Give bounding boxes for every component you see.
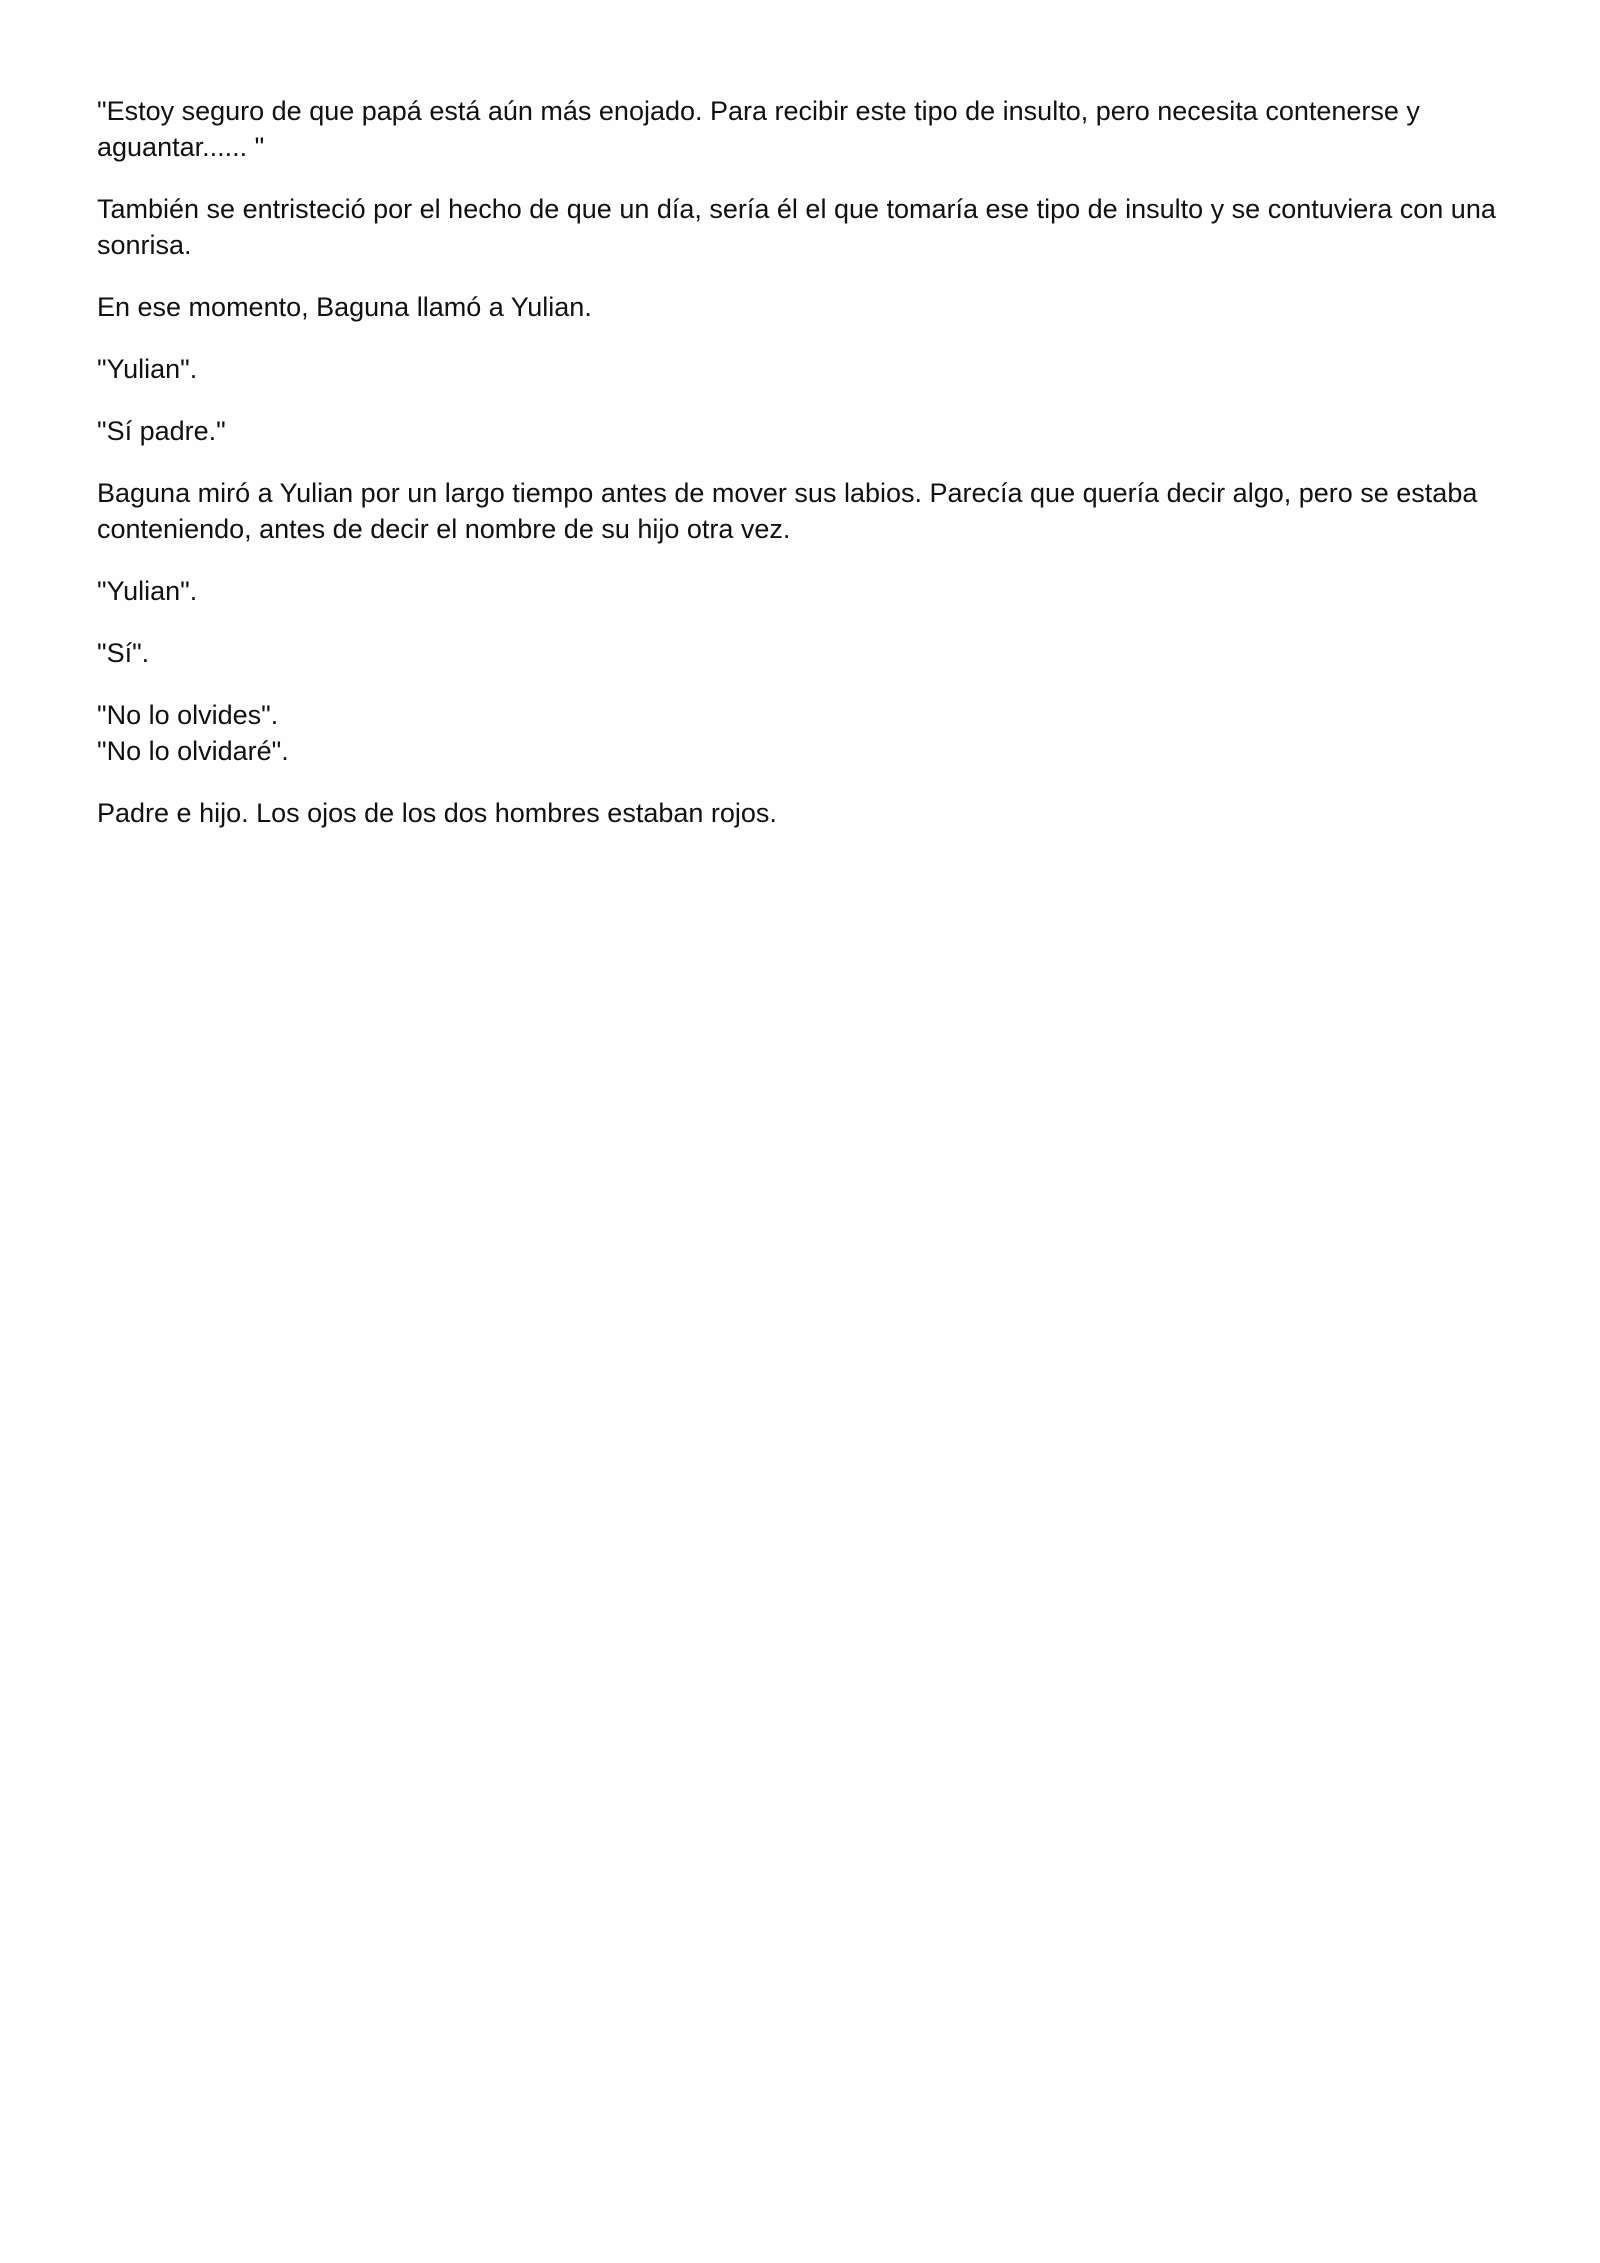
paragraph: Padre e hijo. Los ojos de los dos hombres estaban rojos. xyxy=(97,798,777,828)
paragraph-dialogue-pair xyxy=(97,697,1517,769)
dialogue-line: "No lo olvidaré". xyxy=(97,736,289,766)
paragraph: "Yulian". xyxy=(97,354,198,384)
paragraph: Baguna miró a Yulian por un largo tiempo antes de mover sus labios. Parecía que quería decir algo, pero se estaba conteniendo, antes de decir el nombre de su hijo otra vez. xyxy=(97,478,1478,544)
paragraph: En ese momento, Baguna llamó a Yulian. xyxy=(97,292,592,322)
paragraph: También se entristeció por el hecho de que un día, sería él el que tomaría ese tipo de insulto y se contuviera con una sonrisa. xyxy=(97,194,1496,260)
paragraph: "Sí padre." xyxy=(97,416,226,446)
document-body xyxy=(97,93,1517,857)
paragraph: "Estoy seguro de que papá está aún más enojado. Para recibir este tipo de insulto, pero necesita contenerse y aguantar...... " xyxy=(97,96,1420,162)
paragraph: "Sí". xyxy=(97,638,150,668)
dialogue-line: "No lo olvides". xyxy=(97,700,279,730)
paragraph: "Yulian". xyxy=(97,576,198,606)
